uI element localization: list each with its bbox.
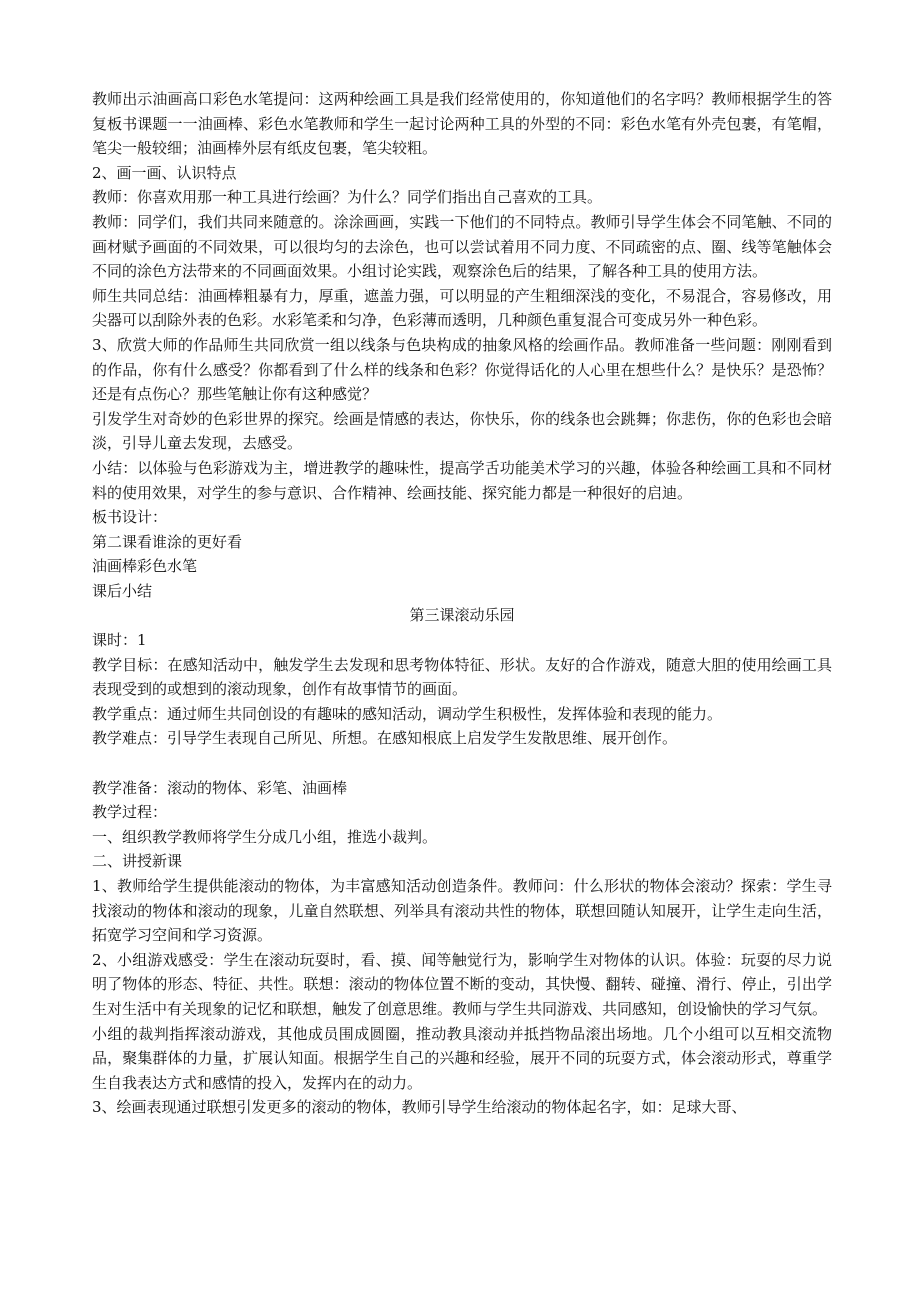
teaching-preparation: 教学准备：滚动的物体、彩笔、油画棒 xyxy=(92,778,348,797)
document-body xyxy=(92,87,832,1120)
class-hours: 课时：1 xyxy=(92,631,147,650)
board-design-lesson: 第二课看谁涂的更好看 xyxy=(92,532,243,551)
step-organize: 一、组织教学教师将学生分成几小组，推选小裁判。 xyxy=(92,827,438,846)
paragraph-intro-tools: 教师出示油画高口彩色水笔提问：这两种绘画工具是我们经常使用的，你知道他们的名字吗？教师根据学生的答复板书课题一一油画棒、彩色水笔教师和学生一起讨论两种工具的外型的不同：彩色水笔有外壳包裹，有笔帽，笔尖一般较细；油画棒外层有纸皮包裹，笔尖较粗。 xyxy=(92,90,832,158)
step-3-drawing: 3、绘画表现通过联想引发更多的滚动的物体，教师引导学生给滚动的物体起名字，如：足球大哥、 xyxy=(92,1098,747,1117)
paragraph-color-exploration: 引发学生对奇妙的色彩世界的探究。绘画是情感的表达，你快乐，你的线条也会跳舞；你悲伤，你的色彩也会暗淡，引导儿童去发现，去感受。 xyxy=(92,409,832,453)
board-design-label: 板书设计： xyxy=(92,508,168,527)
paragraph-appreciate-masters: 3、欣赏大师的作品师生共同欣赏一组以线条与色块构成的抽象风格的绘画作品。教师准备一些问题：刚刚看到的作品，你有什么感受？你都看到了什么样的线条和色彩？你觉得话化的人心里在想些什么？是快乐？是恐怖？还是有点伤心？那些笔触让你有这种感觉？ xyxy=(92,335,832,404)
paragraph-summary: 师生共同总结：油画棒粗暴有力，厚重，遮盖力强，可以明显的产生粗细深浅的变化，不易混合，容易修改，用尖器可以刮除外表的色彩。水彩笔柔和匀净，色彩薄而透明，几种颜色重复混合可变成另外一种色彩。 xyxy=(92,286,832,330)
step-1-explore: 1、教师给学生提供能滚动的物体，为丰富感知活动创造条件。教师问：什么形状的物体会滚动？探索：学生寻找滚动的物体和滚动的现象，儿童自然联想、列举具有滚动共性的物体，联想回随认知展开，让学生走向生活，拓宽学习空间和学习资源。 xyxy=(92,877,832,945)
teaching-difficulty: 教学难点：引导学生表现自己所见、所想。在感知根底上启发学生发散思维、展开创作。 xyxy=(92,729,678,748)
teaching-process-label: 教学过程： xyxy=(92,803,168,822)
lesson-title: 第三课滚动乐园 xyxy=(409,606,515,625)
paragraph-referee-game: 小组的裁判指挥滚动游戏，其他成员围成圆圈，推动教具滚动并抵挡物品滚出场地。几个小组可以互相交流物品，聚集群体的力量，扩展认知面。根据学生自己的兴趣和经验，展开不同的玩耍方式，体会滚动形式，尊重学生自我表达方式和感情的投入，发挥内在的动力。 xyxy=(92,1024,832,1092)
paragraph-teacher-question: 教师：你喜欢用那一种工具进行绘画？为什么？同学们指出自己喜欢的工具。 xyxy=(92,188,603,207)
after-class-summary: 课后小结 xyxy=(92,581,153,600)
teaching-goals: 教学目标：在感知活动中，触发学生去发现和思考物体特征、形状。友好的合作游戏，随意大胆的使用绘画工具表现受到的或想到的滚动现象，创作有故事情节的画面。 xyxy=(92,655,832,699)
teaching-focus: 教学重点：通过师生共同创设的有趣味的感知活动，调动学生积极性，发挥体验和表现的能力。 xyxy=(92,704,723,723)
step-new-lesson: 二、讲授新课 xyxy=(92,852,183,871)
paragraph-conclusion: 小结：以体验与色彩游戏为主，增进教学的趣味性，提高学舌功能美术学习的兴趣，体验各种绘画工具和不同材料的使用效果，对学生的参与意识、合作精神、绘画技能、探究能力都是一种很好的启迪。 xyxy=(92,458,832,502)
board-design-tools: 油画棒彩色水笔 xyxy=(92,557,198,576)
blank-line xyxy=(92,751,832,776)
section-heading-draw: 2、画一画、认识特点 xyxy=(92,163,237,182)
step-2-group-game: 2、小组游戏感受：学生在滚动玩耍时，看、摸、闻等触觉行为，影响学生对物体的认识。体验：玩耍的尽力说明了物体的形态、特征、共性。联想：滚动的物体位置不断的变动，其快慢、翻转、碰撞、滑行、停止，引出学生对生活中有关现象的记忆和联想，触发了创意思维。教师与学生共同游戏、共同感知，创设愉快的学习气氛。 xyxy=(92,950,832,1018)
paragraph-teacher-practice: 教师：同学们，我们共同来随意的。涂涂画画，实践一下他们的不同特点。教师引导学生体会不同笔触、不同的画材赋予画面的不同效果，可以很均匀的去涂色，也可以尝试着用不同力度、不同疏密的点、圈、线等笔触体会不同的涂色方法带来的不同画面效果。小组讨论实践，观察涂色后的结果，了解各种工具的使用方法。 xyxy=(92,212,832,281)
